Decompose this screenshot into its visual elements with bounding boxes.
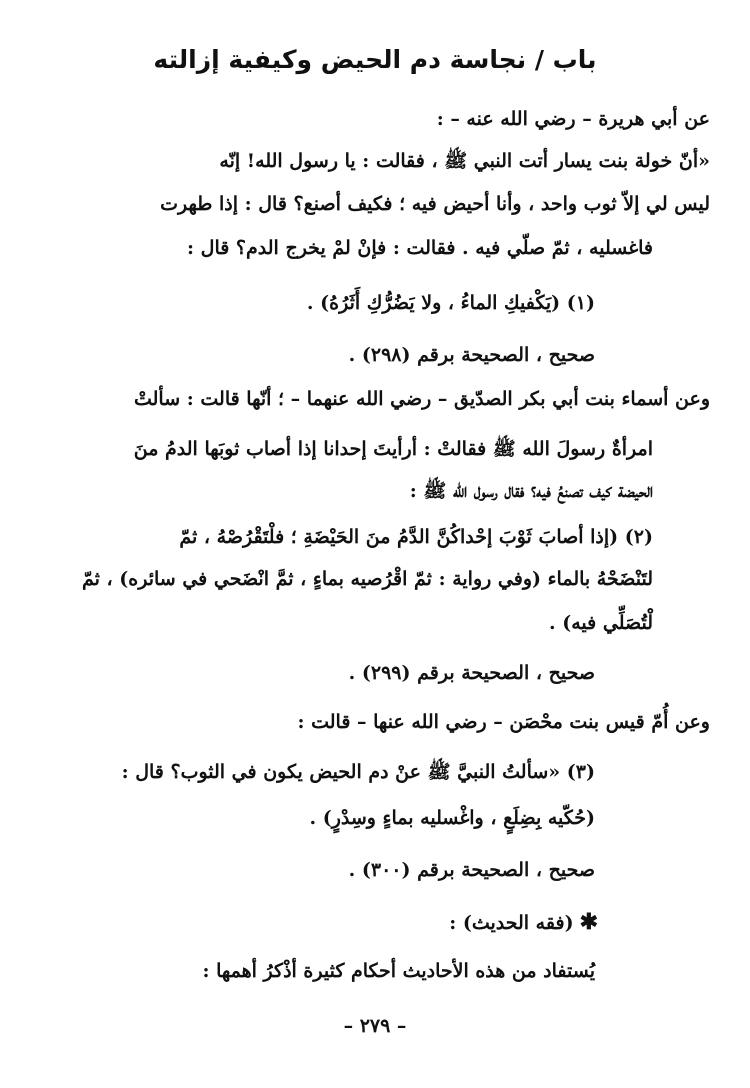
text-line: الحيضة كيف تصنعُ فيه؟ فقال رسول الله ﷺ : (409, 480, 653, 502)
chapter-title: باب / نجاسة دم الحيض وكيفية إزالته (153, 45, 597, 74)
star-icon: ✱ (579, 909, 598, 935)
grading-line: صحيح ، الصحيحة برقم (٢٩٨) . (348, 344, 595, 366)
hadith-3: (٣) «سألتُ النبيَّ ﷺ عنْ دم الحيض يكون في الثوب؟ قال : (121, 761, 595, 783)
text-line: فاغسليه ، ثمّ صلّي فيه . فقالت : فإنْ لمْ يخرج الدم؟ قال : (187, 237, 653, 259)
text-line: امرأةٌ رسولَ الله ﷺ فقالتْ : أرأيتَ إحدانا إذا أصاب ثوبَها الدمُ منَ (133, 438, 653, 460)
grading-line: صحيح ، الصحيحة برقم (٣٠٠) . (348, 859, 595, 881)
text-line: وعن أُمّ قيس بنت محْصَن – رضي الله عنها – قالت : (297, 711, 710, 733)
text-line: لْتُصَلِّي فيه) . (549, 612, 653, 634)
text-line: ليس لي إلاّ ثوب واحد ، وأنا أحيض فيه ؛ فكيف أصنع؟ قال : إذا طهرت (160, 193, 710, 215)
text-line: «أنّ خولة بنت يسار أتت النبي ﷺ ، فقالت : يا رسول الله! إنّه (219, 150, 710, 172)
hadith-1: (١) (يَكْفيكِ الماءُ ، ولا يَضُرُّكِ أَثَرُهُ) . (306, 292, 595, 314)
fiqh-heading-text: (فقه الحديث) : (449, 912, 574, 934)
text-line: وعن أسماء بنت أبي بكر الصدّيق – رضي الله عنهما – ؛ أنّها قالت : سألتْ (133, 388, 710, 410)
grading-line: صحيح ، الصحيحة برقم (٢٩٩) . (348, 662, 595, 684)
fiqh-heading (449, 909, 598, 936)
text-line: يُستفاد من هذه الأحاديث أحكام كثيرة أذْكرُ أهمها : (202, 960, 595, 982)
hadith-2: (٢) (إذا أصابَ ثَوْبَ إحْداكُنَّ الدَّمُ منَ الحَيْضَةِ ؛ فلْتَقْرُصْهُ ، ثمّ (179, 526, 653, 548)
text-line: عن أبي هريرة – رضي الله عنه – : (436, 108, 710, 130)
text-line: لتَنْضَحْهُ بالماء (وفي رواية : ثمّ اقْرُصيه بماءٍ ، ثمَّ انْضَحي في سائره) ، ثمّ (81, 568, 653, 590)
page-number: – ٢٧٩ – (343, 1015, 407, 1037)
text-line: (حُكّيه بِضِلَعٍ ، واغْسليه بماءٍ وسِدْرٍ) . (309, 807, 595, 829)
